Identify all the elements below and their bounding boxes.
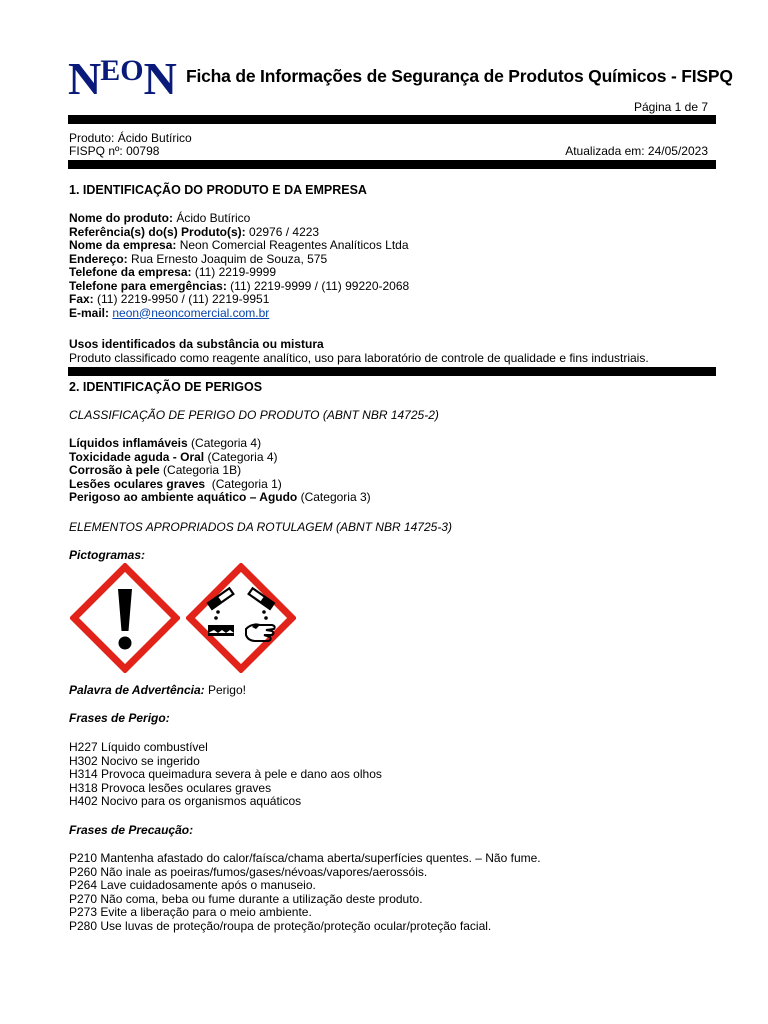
hazard-class-row — [69, 478, 371, 492]
field-value: (11) 2219-9999 / (11) 99220-2068 — [226, 278, 410, 293]
hazard-phrase: H402 Nocivo para os organismos aquáticos — [69, 794, 302, 808]
field-row — [69, 266, 409, 280]
hazard-class-value: (Categoria 1) — [205, 476, 282, 491]
company-fields — [69, 212, 409, 320]
hazard-class-row — [69, 464, 371, 478]
labelling-heading: ELEMENTOS APROPRIADOS DA ROTULAGEM (ABNT NBR 14725-3) — [69, 520, 452, 534]
field-label: Referência(s) do(s) Produto(s): — [69, 224, 246, 239]
signal-word-value: Perigo! — [204, 683, 246, 697]
section-divider — [68, 367, 716, 376]
precaution-phrases-list — [69, 852, 541, 933]
field-row — [69, 212, 409, 226]
precaution-phrase: P210 Mantenha afastado do calor/faísca/chama aberta/superfícies quentes. – Não fume. — [69, 851, 541, 865]
field-value: Ácido Butírico — [172, 211, 251, 225]
precaution-phrase: P260 Não inale as poeiras/fumos/gases/névoas/vapores/aerossóis. — [69, 864, 428, 879]
fispq-number: FISPQ nº: 00798 — [69, 144, 160, 158]
precaution-phrases-heading: Frases de Precaução: — [69, 823, 194, 837]
field-row — [69, 253, 409, 267]
field-label: Fax: — [69, 292, 94, 306]
logo-letter-n1: N — [68, 53, 101, 104]
info-divider — [68, 160, 716, 169]
updated-date: Atualizada em: 24/05/2023 — [565, 144, 708, 158]
email-row — [69, 307, 409, 321]
hazard-class-label: Toxicidade aguda - Oral — [69, 449, 205, 464]
field-row — [69, 239, 409, 253]
email-label: E-mail: — [69, 305, 110, 320]
corrosion-pictogram-icon — [186, 563, 296, 673]
logo-letters-eo: EO — [100, 54, 144, 87]
hazard-classes — [69, 437, 371, 505]
pictograms-label: Pictogramas: — [69, 548, 146, 562]
hazard-class-label: Perigoso ao ambiente aquático – Agudo — [69, 490, 298, 504]
field-value: (11) 2219-9999 — [191, 265, 276, 279]
uses-title: Usos identificados da substância ou mistura — [69, 337, 324, 351]
neon-logo — [68, 53, 176, 104]
product-name: Produto: Ácido Butírico — [69, 131, 192, 145]
field-label: Nome da empresa: — [69, 238, 177, 252]
section-1-title: 1. IDENTIFICAÇÃO DO PRODUTO E DA EMPRESA — [69, 183, 367, 197]
hazard-class-label: Líquidos inflamáveis — [69, 436, 188, 450]
hazard-phrase: H314 Provoca queimadura severa à pele e dano aos olhos — [69, 767, 382, 781]
hazard-phrase: H227 Líquido combustível — [69, 740, 208, 754]
hazard-phrases-list — [69, 741, 382, 809]
signal-word-label: Palavra de Advertência: — [69, 683, 205, 697]
uses-text: Produto classificado como reagente analítico, uso para laboratório de controle de qualidade e fins industriais. — [69, 351, 649, 365]
hazard-phrase: H318 Provoca lesões oculares graves — [69, 780, 272, 795]
page-number: Página 1 de 7 — [633, 100, 708, 114]
signal-word-row — [69, 684, 246, 698]
hazard-class-row — [69, 491, 371, 505]
precaution-phrase: P273 Evite a liberação para o meio ambiente. — [69, 905, 312, 919]
field-row — [69, 280, 409, 294]
hazard-phrases-heading: Frases de Perigo: — [69, 711, 170, 725]
header-divider — [68, 115, 716, 124]
hazard-class-value: (Categoria 4) — [187, 436, 262, 450]
field-label: Telefone para emergências: — [69, 278, 227, 293]
precaution-phrase: P270 Não coma, beba ou fume durante a utilização deste produto. — [69, 891, 423, 906]
hazard-phrase: H302 Nocivo se ingerido — [69, 753, 200, 768]
exclamation-mark-pictogram-icon — [70, 563, 180, 673]
hazard-class-row — [69, 451, 371, 465]
hazard-class-value: (Categoria 4) — [204, 449, 278, 464]
field-value: Neon Comercial Reagentes Analíticos Ltda — [176, 238, 409, 252]
field-value: (11) 2219-9950 / (11) 2219-9951 — [93, 292, 270, 306]
section-2-title: 2. IDENTIFICAÇÃO DE PERIGOS — [69, 380, 263, 394]
field-value: 02976 / 4223 — [245, 224, 320, 239]
email-link[interactable]: neon@neoncomercial.com.br — [112, 305, 270, 320]
field-value: Rua Ernesto Joaquim de Souza, 575 — [127, 251, 328, 266]
hazard-class-value: (Categoria 3) — [297, 490, 371, 504]
field-label: Telefone da empresa: — [69, 265, 192, 279]
precaution-phrase: P280 Use luvas de proteção/roupa de proteção/proteção ocular/proteção facial. — [69, 918, 492, 933]
classification-heading: CLASSIFICAÇÃO DE PERIGO DO PRODUTO (ABNT NBR 14725-2) — [69, 408, 439, 422]
precaution-phrase: P264 Lave cuidadosamente após o manuseio. — [69, 878, 316, 892]
field-row — [69, 293, 409, 307]
hazard-class-label: Lesões oculares graves — [69, 476, 206, 491]
field-label: Endereço: — [69, 251, 128, 266]
field-row — [69, 226, 409, 240]
hazard-class-label: Corrosão à pele — [69, 463, 160, 477]
page-title: Ficha de Informações de Segurança de Produtos Químicos - FISPQ — [186, 66, 733, 86]
logo-letter-n2: N — [143, 53, 176, 104]
field-label: Nome do produto: — [69, 211, 173, 225]
hazard-class-value: (Categoria 1B) — [159, 463, 242, 477]
hazard-class-row — [69, 437, 371, 451]
